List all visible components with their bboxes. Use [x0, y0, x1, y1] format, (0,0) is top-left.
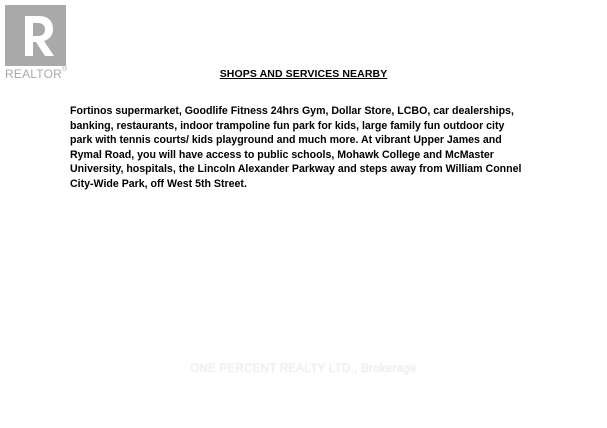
paragraph-line: University, hospitals, the Lincoln Alexander Parkway and steps away from William Connel — [70, 163, 522, 175]
realtor-r-icon — [5, 5, 66, 66]
paragraph-line: park with tennis courts/ kids playground and much more. At vibrant Upper James and — [70, 134, 502, 146]
paragraph-line: banking, restaurants, indoor trampoline fun park for kids, large family fun outdoor city — [70, 119, 505, 132]
section-heading: SHOPS AND SERVICES NEARBY — [219, 68, 388, 80]
paragraph-line: Fortinos supermarket, Goodlife Fitness 24hrs Gym, Dollar Store, LCBO, car dealerships, — [70, 105, 514, 117]
realtor-wordmark-text: REALTOR — [5, 67, 62, 81]
paragraph-line: Rymal Road, you will have access to public schools, Mohawk College and McMaster — [70, 148, 494, 161]
services-paragraph — [70, 104, 550, 191]
paragraph-line: City-Wide Park, off West 5th Street. — [70, 177, 247, 190]
brokerage-watermark: ONE PERCENT REALTY LTD., Brokerage — [190, 363, 417, 375]
registered-mark: ® — [61, 66, 68, 73]
